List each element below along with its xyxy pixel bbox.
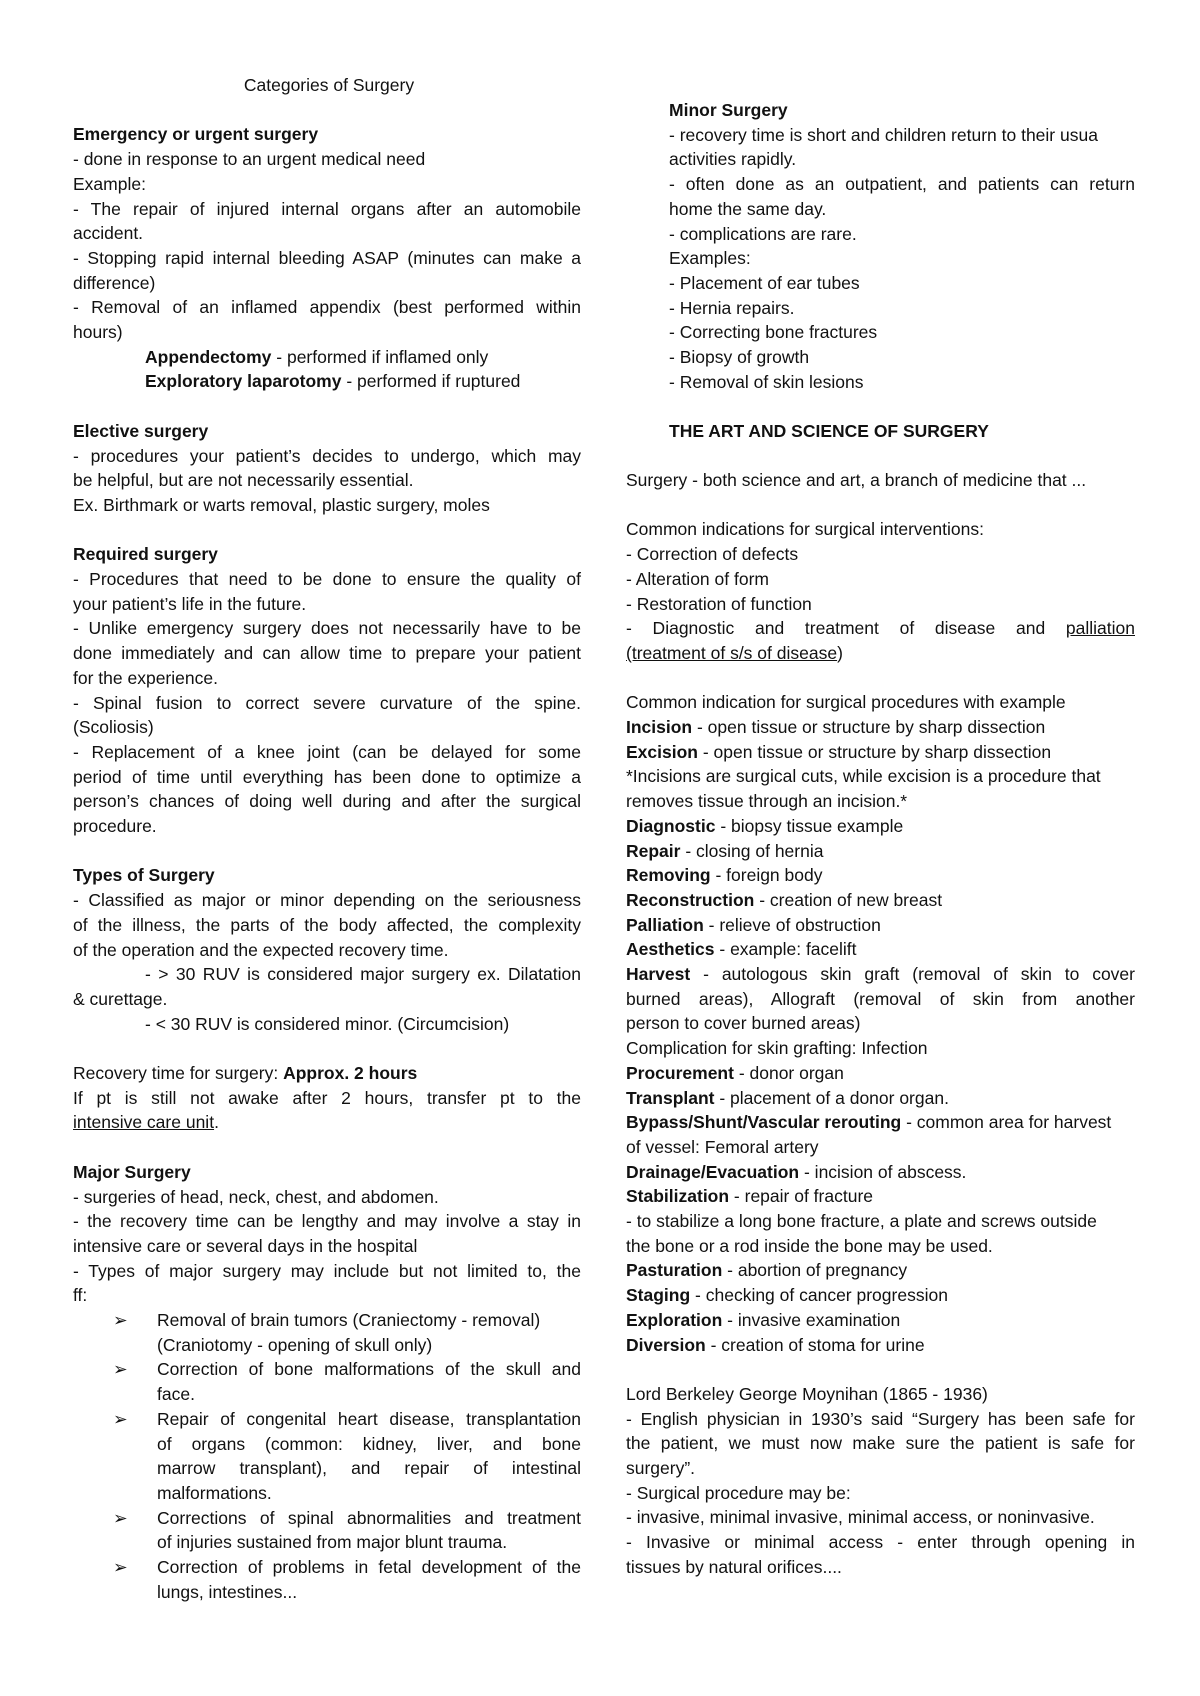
text-line: of the illness, the parts of the body affected, the complexity — [73, 914, 581, 935]
moynihan-heading: Lord Berkeley George Moynihan (1865 - 1936) — [626, 1383, 988, 1404]
procedure-term: Removing — [626, 865, 711, 886]
text-line: - > 30 RUV is considered major surgery ex. Dilatation — [145, 964, 581, 985]
procedure-row — [626, 1308, 1135, 1333]
procedure-row — [626, 1160, 1135, 1185]
minor-surgery-block — [669, 98, 1135, 444]
procedure-desc: - creation of stoma for urine — [705, 1334, 925, 1355]
text-line: for the experience. — [73, 667, 218, 688]
procedure-row — [626, 839, 1135, 864]
term-desc: - performed if inflamed only — [271, 346, 489, 367]
text-line: Correction of problems in fetal development of the — [157, 1557, 581, 1578]
list-item: - Alteration of form — [626, 568, 769, 589]
text-line: face. — [157, 1384, 195, 1405]
arrow-bullet-icon: ➢ — [113, 1408, 128, 1429]
procedure-term: Excision — [626, 741, 698, 762]
list-item — [73, 1407, 581, 1432]
list-item — [73, 1308, 581, 1333]
text-line: the bone or a rod inside the bone may be used. — [626, 1235, 993, 1256]
list-item — [73, 1357, 581, 1382]
procedure-row — [626, 937, 1135, 962]
elective-heading: Elective surgery — [73, 420, 209, 441]
text-span: - Diagnostic and treatment of disease and — [626, 618, 1066, 639]
art-science-heading: THE ART AND SCIENCE OF SURGERY — [669, 421, 989, 442]
procedure-desc: - example: facelift — [714, 939, 857, 960]
procedure-desc: - open tissue or structure by sharp dissection — [697, 741, 1052, 762]
text-line: hours) — [73, 322, 123, 343]
icu-link[interactable]: intensive care unit — [73, 1112, 215, 1133]
procedure-desc: - open tissue or structure by sharp dissection — [692, 717, 1046, 737]
text-line: - often done as an outpatient, and patients can return — [669, 174, 1135, 195]
text-line: activities rapidly. — [669, 149, 797, 170]
text-line: - recovery time is short and children return to their usua — [669, 124, 1098, 145]
text-line: - Procedures that need to be done to ensure the quality of — [73, 569, 581, 590]
required-heading: Required surgery — [73, 544, 218, 565]
text-line: & curettage. — [73, 988, 168, 1009]
text-line: surgery”. — [626, 1458, 696, 1479]
recovery-prefix: Recovery time for surgery: — [73, 1063, 284, 1084]
text-line: person’s chances of doing well during and after the surgical — [73, 791, 581, 812]
procedure-row — [626, 1061, 1135, 1086]
text-line: (Craniotomy - opening of skull only) — [157, 1334, 433, 1355]
list-item — [73, 1506, 581, 1531]
text-line: - Unlike emergency surgery does not necessarily have to be — [73, 618, 581, 639]
text-line: - < 30 RUV is considered minor. (Circumcision) — [145, 1013, 510, 1034]
procedure-row — [626, 913, 1135, 938]
left-column — [73, 73, 581, 1605]
text-line: - The repair of injured internal organs after an automobile — [73, 198, 581, 219]
list-item — [626, 616, 1135, 641]
procedure-desc: - placement of a donor organ. — [714, 1087, 949, 1108]
procedures-heading: Common indication for surgical procedures with example — [626, 692, 1066, 713]
arrow-bullet-icon: ➢ — [113, 1557, 128, 1578]
procedure-desc: - repair of fracture — [729, 1186, 874, 1207]
procedure-term: Aesthetics — [626, 939, 715, 960]
text-line: - Types of major surgery may include but not limited to, the — [73, 1260, 581, 1281]
list-item: - Removal of skin lesions — [669, 371, 864, 392]
palliation-link[interactable]: palliation — [1065, 618, 1135, 639]
text-line: be helpful, but are not necessarily essential. — [73, 470, 414, 491]
procedure-desc: - autologous skin graft (removal of skin to cover — [690, 964, 1135, 985]
text-line: - Removal of an inflamed appendix (best performed within — [73, 297, 581, 318]
text-line: Complication for skin grafting: Infection — [626, 1038, 928, 1059]
term-desc: - performed if ruptured — [341, 371, 521, 392]
procedure-term: Transplant — [626, 1087, 715, 1108]
procedure-term: Palliation — [626, 914, 704, 935]
text-line: the patient, we must now make sure the patient is safe for — [626, 1433, 1135, 1454]
text-line — [626, 641, 1135, 666]
procedure-term: Procurement — [626, 1062, 734, 1083]
list-item: - Correcting bone fractures — [669, 322, 878, 343]
procedure-desc: - invasive examination — [722, 1309, 901, 1330]
text-line: burned areas), Allograft (removal of skin from another — [626, 988, 1135, 1009]
punct: ) — [837, 642, 843, 663]
procedure-desc: - relieve of obstruction — [703, 914, 881, 935]
procedure-desc: - common area for harvest — [901, 1112, 1112, 1133]
laparotomy-line — [73, 369, 581, 394]
procedure-term: Incision — [626, 717, 693, 737]
procedure-term: Bypass/Shunt/Vascular rerouting — [626, 1112, 902, 1133]
list-item — [73, 1555, 581, 1580]
procedure-row — [626, 863, 1135, 888]
procedure-term: Diversion — [626, 1334, 706, 1355]
text-line: home the same day. — [669, 198, 827, 219]
text-line: - Spinal fusion to correct severe curvature of the spine. — [73, 692, 581, 713]
text-line: of organs (common: kidney, liver, and bone — [157, 1433, 581, 1454]
text-line: - Surgical procedure may be: — [626, 1482, 851, 1503]
text-line: Ex. Birthmark or warts removal, plastic surgery, moles — [73, 494, 490, 515]
procedure-term: Pasturation — [626, 1260, 723, 1281]
procedure-desc: - foreign body — [710, 865, 823, 886]
text-line: Examples: — [669, 248, 751, 269]
text-line: tissues by natural orifices.... — [626, 1556, 842, 1577]
procedure-desc: - abortion of pregnancy — [722, 1260, 908, 1281]
list-item: - Placement of ear tubes — [669, 272, 860, 293]
list-item: - Correction of defects — [626, 544, 799, 565]
indications-heading: Common indications for surgical interventions: — [626, 519, 984, 540]
procedure-term: Stabilization — [626, 1186, 730, 1207]
arrow-bullet-icon: ➢ — [113, 1359, 128, 1380]
procedure-desc: - donor organ — [733, 1062, 844, 1083]
text-line: intensive care or several days in the hospital — [73, 1235, 418, 1256]
surgery-definition: Surgery - both science and art, a branch of medicine that ... — [626, 470, 1087, 490]
text-line: Example: — [73, 173, 146, 194]
text-line: - to stabilize a long bone fracture, a plate and screws outside — [626, 1211, 1097, 1232]
text-line: (Scoliosis) — [73, 717, 154, 738]
text-line: accident. — [73, 223, 144, 244]
text-line: of injuries sustained from major blunt trauma. — [157, 1532, 508, 1553]
procedure-term: Drainage/Evacuation — [626, 1161, 800, 1182]
procedure-row — [626, 814, 1135, 839]
procedure-row — [626, 1258, 1135, 1283]
text-line: difference) — [73, 272, 156, 293]
text-line: - English physician in 1930’s said “Surgery has been safe for — [626, 1408, 1135, 1429]
text-line: procedure. — [73, 816, 157, 837]
appendectomy-line — [73, 345, 581, 370]
text-line: your patient’s life in the future. — [73, 593, 307, 614]
recovery-line — [73, 1061, 581, 1086]
procedure-row — [626, 1086, 1135, 1111]
term: Appendectomy — [145, 346, 272, 367]
text-line: marrow transplant), and repair of intestinal — [157, 1458, 581, 1479]
text-line: Correction of bone malformations of the skull and — [157, 1359, 581, 1380]
procedure-row — [626, 1184, 1135, 1209]
procedure-row — [626, 1333, 1135, 1358]
text-line: malformations. — [157, 1482, 272, 1503]
text-line: ff: — [73, 1285, 88, 1306]
text-line: - done in response to an urgent medical need — [73, 149, 426, 170]
procedure-row — [626, 962, 1135, 987]
list-item: - Biopsy of growth — [669, 347, 810, 368]
major-heading: Major Surgery — [73, 1161, 191, 1182]
emergency-heading: Emergency or urgent surgery — [73, 124, 319, 145]
document-title: Categories of Surgery — [243, 75, 415, 95]
punct: . — [214, 1112, 219, 1133]
note-line: *Incisions are surgical cuts, while excision is a procedure that — [626, 766, 1101, 787]
text-line: lungs, intestines... — [157, 1581, 298, 1602]
procedure-term: Repair — [626, 840, 681, 861]
text-line: - procedures your patient’s decides to undergo, which may — [73, 445, 581, 466]
procedure-desc: - closing of hernia — [680, 840, 824, 861]
procedure-term: Harvest — [626, 964, 691, 985]
text-line: of the operation and the expected recovery time. — [73, 939, 449, 960]
text-line: - invasive, minimal invasive, minimal access, or noninvasive. — [626, 1507, 1095, 1528]
procedure-desc: - checking of cancer progression — [690, 1285, 948, 1306]
term: Exploratory laparotomy — [145, 371, 342, 392]
text-line: Removal of brain tumors (Craniectomy - removal) — [157, 1310, 541, 1331]
procedure-term: Staging — [626, 1285, 691, 1306]
procedure-desc: - creation of new breast — [754, 889, 943, 910]
text-line: - the recovery time can be lengthy and may involve a stay in — [73, 1211, 581, 1232]
procedure-row — [626, 1283, 1135, 1308]
procedure-row — [626, 715, 1135, 740]
text-line: period of time until everything has been done to optimize a — [73, 766, 581, 787]
palliation-def-link[interactable]: (treatment of s/s of disease — [626, 642, 838, 663]
text-line — [73, 1110, 581, 1135]
list-item: - Restoration of function — [626, 593, 812, 614]
types-heading: Types of Surgery — [73, 865, 215, 886]
text-line: - surgeries of head, neck, chest, and abdomen. — [73, 1186, 439, 1207]
procedure-row — [626, 888, 1135, 913]
procedure-desc: - incision of abscess. — [799, 1161, 967, 1182]
note-line: removes tissue through an incision.* — [626, 791, 908, 812]
procedure-term: Diagnostic — [626, 815, 716, 836]
text-line: - Stopping rapid internal bleeding ASAP (minutes can make a — [73, 247, 581, 268]
text-line: Repair of congenital heart disease, transplantation — [157, 1408, 581, 1429]
text-line: - Classified as major or minor depending on the seriousness — [73, 890, 581, 911]
text-line: Corrections of spinal abnormalities and treatment — [157, 1507, 581, 1528]
text-line: If pt is still not awake after 2 hours, transfer pt to the — [73, 1087, 581, 1108]
text-line: - Replacement of a knee joint (can be delayed for some — [73, 741, 581, 762]
text-line: - Invasive or minimal access - enter through opening in — [626, 1532, 1135, 1553]
arrow-bullet-icon: ➢ — [113, 1507, 128, 1528]
text-line: done immediately and can allow time to prepare your patient — [73, 643, 581, 664]
procedure-row — [626, 740, 1135, 765]
right-column — [626, 468, 1135, 1580]
text-line: - complications are rare. — [669, 223, 857, 244]
procedure-term: Reconstruction — [626, 889, 755, 910]
recovery-value: Approx. 2 hours — [283, 1063, 418, 1084]
text-line: of vessel: Femoral artery — [626, 1136, 819, 1157]
arrow-bullet-icon: ➢ — [113, 1310, 128, 1331]
minor-heading: Minor Surgery — [669, 100, 788, 120]
list-item: - Hernia repairs. — [669, 297, 795, 318]
procedure-desc: - biopsy tissue example — [715, 815, 904, 836]
procedure-row — [626, 1110, 1135, 1135]
text-line: person to cover burned areas) — [626, 1013, 861, 1034]
procedure-term: Exploration — [626, 1309, 723, 1330]
